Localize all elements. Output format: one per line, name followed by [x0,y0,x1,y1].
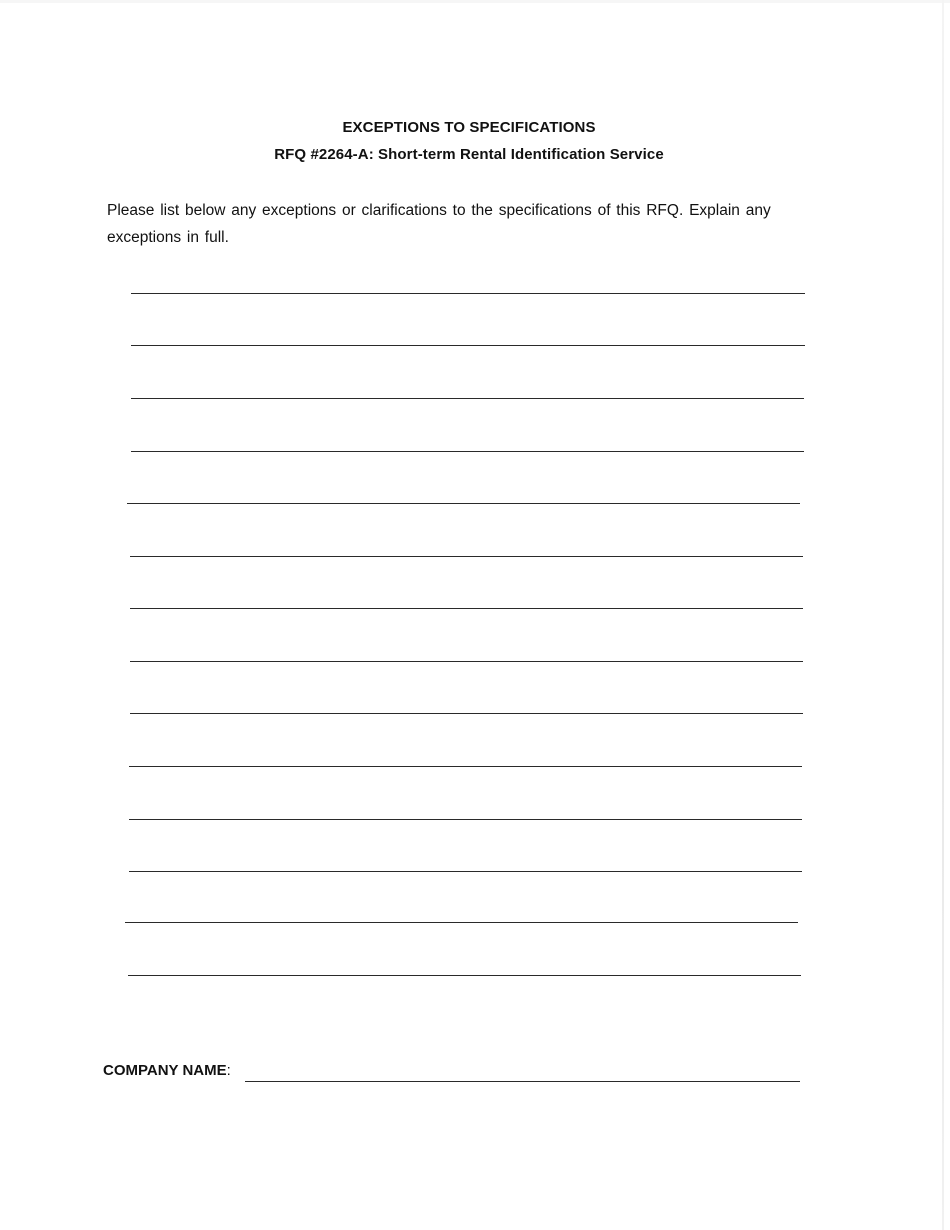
exception-line[interactable] [129,766,802,767]
company-name-label [103,1062,231,1079]
exception-line[interactable] [129,871,802,872]
document-title: EXCEPTIONS TO SPECIFICATIONS [342,119,596,136]
exception-line[interactable] [125,922,798,923]
scan-edge-top [0,0,950,3]
company-name-colon: : [226,1062,231,1079]
document-subtitle: RFQ #2264-A: Short-term Rental Identification Service [274,146,664,163]
instructions-text: Please list below any exceptions or clarifications to the specifications of this RFQ. Explain any exceptions in full. [107,202,771,246]
company-name-field[interactable] [245,1081,800,1082]
exception-line[interactable] [131,293,805,294]
exception-line[interactable] [131,451,804,452]
exception-line[interactable] [131,345,805,346]
exception-line[interactable] [129,819,802,820]
company-name-label-text: COMPANY NAME [103,1062,227,1079]
exception-line[interactable] [128,975,801,976]
exception-line[interactable] [130,608,803,609]
exception-line[interactable] [130,556,803,557]
exception-line[interactable] [130,713,803,714]
exception-line[interactable] [127,503,800,504]
scan-edge-right [942,0,944,1230]
exception-line[interactable] [130,661,803,662]
exception-line[interactable] [131,398,804,399]
